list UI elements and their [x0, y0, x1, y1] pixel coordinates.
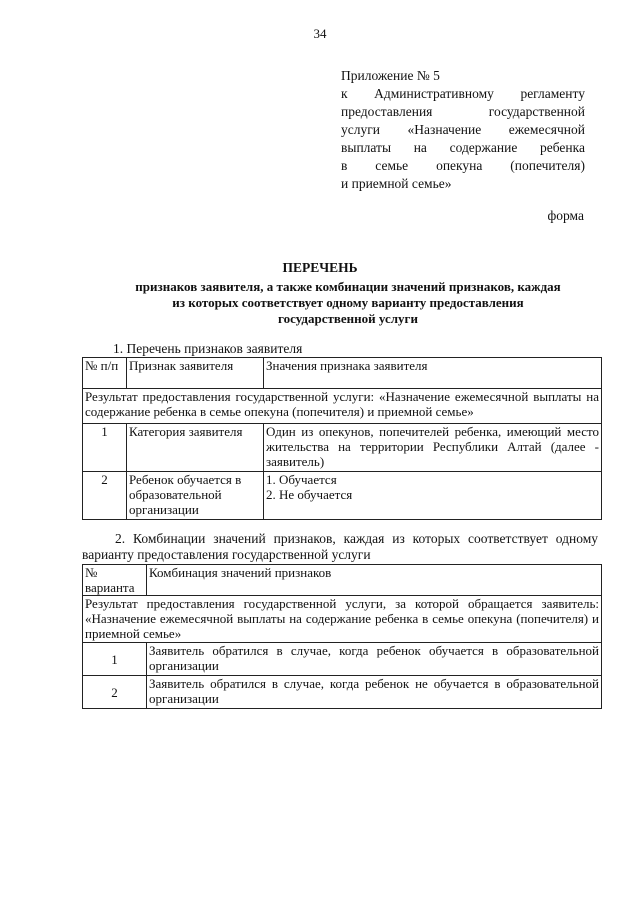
- applicant-features-table: [82, 357, 602, 520]
- appendix-line: к Административному регламенту: [341, 86, 585, 101]
- variant-combination: Заявитель обратился в случае, когда ребенок не обучается в образовательной организации: [147, 676, 602, 709]
- row-number: 1: [83, 424, 127, 472]
- header-number: № п/п: [83, 358, 127, 389]
- row-number: 2: [83, 472, 127, 520]
- row-feature: Ребенок обучается в образовательной организации: [127, 472, 264, 520]
- section1-heading: 1. Перечень признаков заявителя: [113, 341, 303, 356]
- table-row: [83, 472, 602, 520]
- variant-combination: Заявитель обратился в случае, когда ребенок обучается в образовательной организации: [147, 643, 602, 676]
- section2-heading: 2. Комбинации значений признаков, каждая из которых соответствует одному варианту предоставления государственной услуги: [82, 531, 598, 562]
- table-row: [83, 643, 602, 676]
- variant-number: 1: [83, 643, 147, 676]
- result-row: [83, 389, 602, 424]
- row-feature: Категория заявителя: [127, 424, 264, 472]
- page-number: 34: [313, 26, 327, 41]
- appendix-line: Приложение № 5: [341, 68, 440, 83]
- appendix-line: в семье опекуна (попечителя): [341, 158, 585, 173]
- table-header-row: [83, 565, 602, 596]
- appendix-line: предоставления государственной: [341, 104, 585, 119]
- subtitle-line: признаков заявителя, а также комбинации значений признаков, каждая: [135, 279, 561, 294]
- subtitle-line: государственной услуги: [278, 311, 418, 326]
- combinations-table: [82, 564, 602, 709]
- row-value: Один из опекунов, попечителей ребенка, имеющий место жительства на территории Республики Алтай (далее - заявитель): [264, 424, 602, 472]
- result-row-text: Результат предоставления государственной услуги, за которой обращается заявитель: «Назначение ежемесячной выплаты на содержание ребенка в семье опекуна (попечителя) и приемной семье»: [83, 596, 602, 643]
- appendix-line: услуги «Назначение ежемесячной: [341, 122, 585, 137]
- header-combination: Комбинация значений признаков: [147, 565, 602, 596]
- appendix-line: выплаты на содержание ребенка: [341, 140, 585, 155]
- result-row-text: Результат предоставления государственной услуги: «Назначение ежемесячной выплаты на содержание ребенка в семье опекуна (попечителя) и приемной семье»: [83, 389, 602, 424]
- subtitle-line: из которых соответствует одному варианту предоставления: [172, 295, 524, 310]
- form-label: форма: [547, 208, 584, 223]
- appendix-line: и приемной семье»: [341, 176, 452, 191]
- result-row: [83, 596, 602, 643]
- header-value: Значения признака заявителя: [264, 358, 602, 389]
- row-values: [264, 472, 602, 520]
- header-variant-number: № варианта: [83, 565, 147, 596]
- header-feature: Признак заявителя: [127, 358, 264, 389]
- appendix-block: [341, 67, 585, 193]
- document-title: ПЕРЕЧЕНЬ: [282, 260, 358, 275]
- variant-number: 2: [83, 676, 147, 709]
- table-header-row: [83, 358, 602, 389]
- table-row: [83, 424, 602, 472]
- value-option: 2. Не обучается: [266, 487, 353, 502]
- table-row: [83, 676, 602, 709]
- document-subtitle: [98, 279, 598, 327]
- value-option: 1. Обучается: [266, 472, 337, 487]
